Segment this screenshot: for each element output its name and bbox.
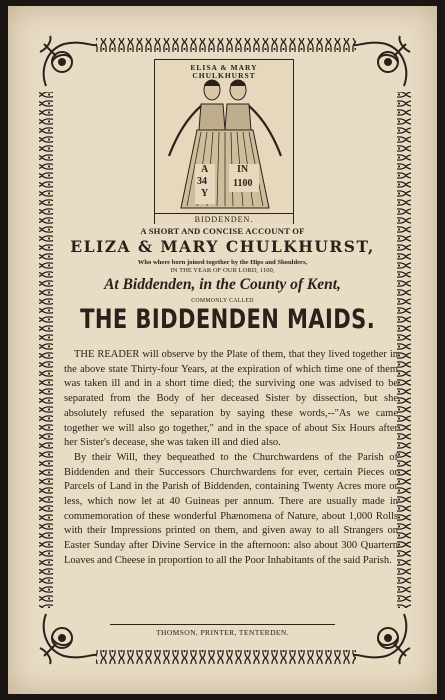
plate-label-in: IN xyxy=(237,164,249,175)
body-paragraph-1: THE READER will observe by the Plate of them, that they lived together in the above state Thirty-four Years, at the expiration of which time one of them was taken ill and in a short time died; the surviving one was advised to be separated from the Body of her deceased Sister by dissection, but she absolutely refused the separation by saying these words,--"As we came together we will also go together," and in the space of about Six Hours after her Sister's decease, she was taken ill and died also. xyxy=(64,349,398,449)
divider-rule xyxy=(110,624,335,625)
heading-main-title: THE BIDDENDEN MAIDS. xyxy=(80,304,376,335)
plate-label-a: A xyxy=(201,164,209,175)
printer-imprint: THOMSON, PRINTER, TENTERDEN. xyxy=(156,628,289,637)
body-text xyxy=(64,348,398,569)
plate-label-34: 34 xyxy=(197,176,207,187)
heading-location: At Biddenden, in the County of Kent, xyxy=(104,276,341,293)
woodcut-plate xyxy=(154,59,294,224)
plate-footer: BIDDENDEN. xyxy=(155,213,293,224)
plate-label-y: Y xyxy=(201,188,209,199)
heading-year: IN THE YEAR OF OUR LORD, 1100, xyxy=(170,267,275,274)
corner-ornament-bottom-right xyxy=(354,614,410,664)
heading-line1: A SHORT AND CONCISE ACCOUNT OF xyxy=(140,226,305,236)
heading-names: ELIZA & MARY CHULKHURST, xyxy=(70,237,375,256)
plate-title-line2: CHULKHURST xyxy=(192,71,256,80)
corner-ornament-bottom-left xyxy=(40,614,96,664)
corner-ornament-top-right xyxy=(354,36,410,86)
body-paragraph-2: By their Will, they bequeathed to the Churchwardens of the Parish of Biddenden and their Successors Churchwardens for ever, certain Pieces or Parcels of Land in the Parish of Biddenden, containing Twenty Acres more or less, which now let at 40 Guineas per annum. There are usually made in commemoration of these wonderful Phænomena of Nature, about 1,000 Rolls with their Impressions printed on them, and given away to all Strangers on Easter Sunday after Divine Service in the afternoon: also about 300 Quartern Loaves and Cheese in proportion to all the Poor Inhabitants of the said Parish. xyxy=(64,451,398,566)
corner-ornament-top-left xyxy=(40,36,96,86)
heading-subtitle: Who where born joined together by the Hips and Shoulders, xyxy=(137,259,308,266)
twins-illustration xyxy=(155,60,293,210)
plate-title-line1: ELISA & MARY xyxy=(190,63,258,72)
plate-label-year: 1100 xyxy=(233,178,253,189)
heading-commonly-called: COMMONLY CALLED xyxy=(191,298,254,304)
